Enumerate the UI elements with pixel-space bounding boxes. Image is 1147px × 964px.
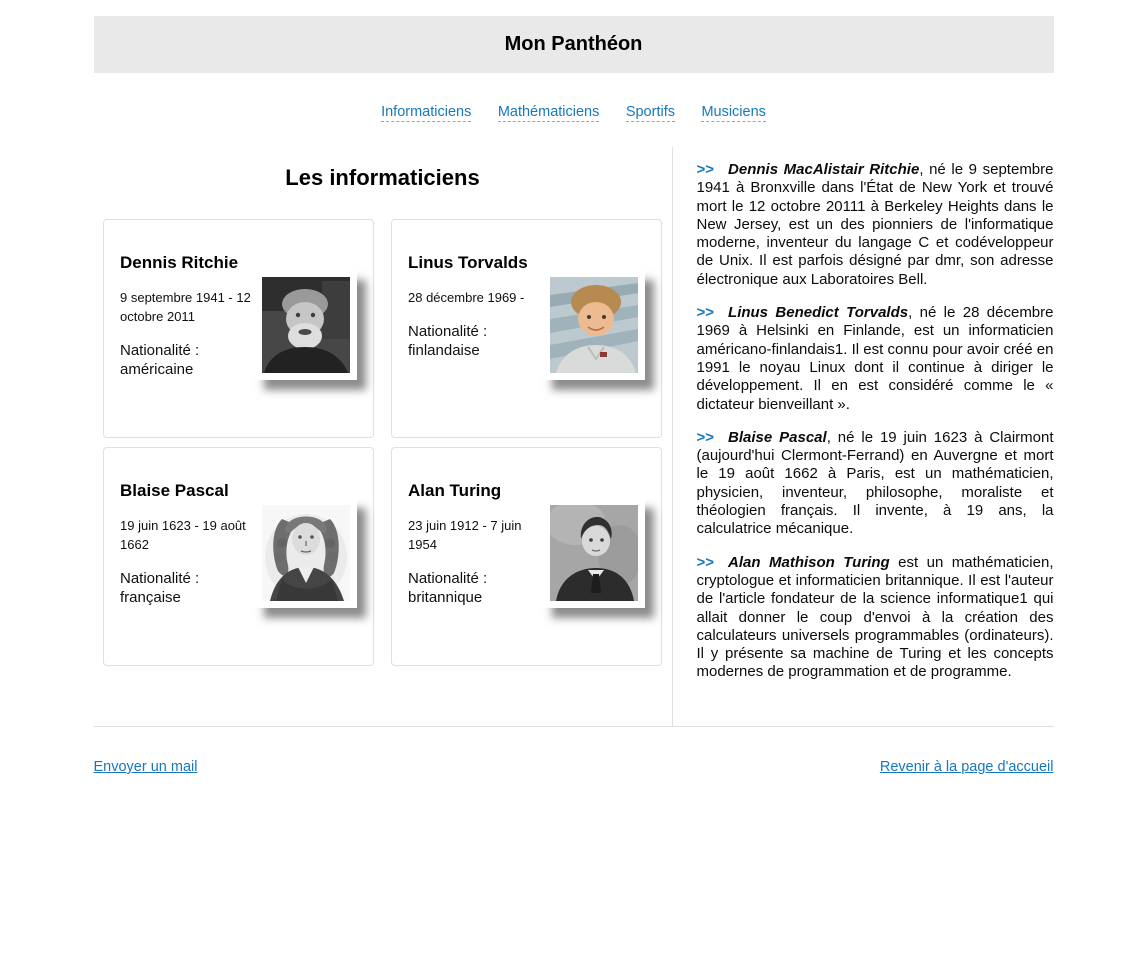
bio-person-name: Dennis MacAlistair Ritchie — [728, 161, 920, 178]
bio-paragraph-linus-torvalds — [697, 304, 1054, 414]
person-card-blaise-pascal — [103, 447, 374, 666]
person-nationality: Nationalité : finlandaise — [408, 322, 488, 360]
person-name: Alan Turing — [408, 481, 502, 500]
person-card-linus-torvalds — [391, 219, 662, 438]
section-heading: Les informaticiens — [285, 165, 480, 190]
nav-link-informaticiens[interactable]: Informaticiens — [381, 104, 472, 120]
cards-grid — [94, 219, 672, 666]
blaise-pascal-portrait — [255, 498, 357, 608]
category-nav — [94, 103, 1054, 121]
bio-text: , né le 28 décembre 1969 à Helsinki en Finlande, est un informaticien américano-finlandais1. Il est connu pour avoir créé en 1991 le noyau Linux dont il continue à diriger le développement. Il en est considéré comme le « dictateur bienveillant ». — [696, 304, 1054, 413]
bio-paragraph-alan-turing — [697, 554, 1054, 682]
person-dates: 9 septembre 1941 - 12 octobre 2011 — [120, 290, 251, 324]
card-text — [120, 236, 252, 421]
site-title: Mon Panthéon — [504, 33, 643, 55]
person-name: Blaise Pascal — [120, 481, 229, 500]
send-mail-link[interactable]: Envoyer un mail — [93, 759, 198, 775]
bio-person-name: Alan Mathison Turing — [728, 553, 890, 571]
person-nationality: Nationalité : française — [120, 569, 200, 607]
back-home-link[interactable]: Revenir à la page d'accueil — [879, 759, 1054, 775]
nav-link-musiciens[interactable]: Musiciens — [701, 104, 766, 120]
person-name: Dennis Ritchie — [120, 253, 239, 272]
bio-text: est un mathématicien, cryptologue et informaticien britannique. Il est l'auteur de l'article fondateur de la science informatique1 qui allait donner le coup d'envoi à la création des calculateurs universels programmables (ordinateurs). Il y présente sa machine de Turing et les concepts modernes de programmation et de programme. — [696, 553, 1054, 681]
bio-person-name: Linus Benedict Torvalds — [728, 304, 909, 322]
content-section — [94, 147, 1054, 727]
bio-paragraph-blaise-pascal — [697, 429, 1054, 539]
dennis-ritchie-portrait — [255, 270, 357, 380]
main-container — [94, 16, 1054, 945]
bio-person-name: Blaise Pascal — [728, 428, 827, 446]
bios-column — [672, 147, 1054, 726]
person-nationality: Nationalité : américaine — [120, 341, 200, 379]
page-footer — [94, 759, 1054, 945]
chevrons-icon: >> — [696, 553, 715, 571]
card-text — [408, 236, 540, 421]
card-inner — [408, 236, 645, 421]
chevrons-icon: >> — [696, 428, 715, 446]
card-inner — [408, 464, 645, 649]
card-inner — [120, 464, 357, 649]
cards-column — [94, 147, 672, 726]
nav-link-mathematiciens[interactable]: Mathématiciens — [497, 104, 600, 120]
card-text — [408, 464, 540, 649]
bio-text: , né le 9 septembre 1941 à Bronxville dans l'État de New York et trouvé mort le 12 octobre 20111 à Berkeley Heights dans le New Jersey, est un des pionniers de l'informatique moderne, inventeur du langage C et codéveloppeur de Unix. Il est parfois désigné par dmr, son adresse électronique aux Laboratoires Bell. — [696, 161, 1054, 288]
person-name: Linus Torvalds — [408, 253, 528, 272]
card-inner — [120, 236, 357, 421]
person-card-alan-turing — [391, 447, 662, 666]
bio-paragraph-dennis-ritchie — [697, 161, 1054, 289]
person-card-dennis-ritchie — [103, 219, 374, 438]
person-dates: 23 juin 1912 - 7 juin 1954 — [408, 518, 522, 552]
person-dates: 19 juin 1623 - 19 août 1662 — [120, 518, 246, 552]
bio-text: , né le 19 juin 1623 à Clairmont (aujourd'hui Clermont-Ferrand) en Auvergne et mort le 19 août 1662 à Paris, est un mathématicien, physicien, inventeur, philosophe, moraliste et théologien français. Il invente, à 19 ans, la calculatrice mécanique. — [696, 428, 1054, 538]
person-dates: 28 décembre 1969 - — [408, 290, 525, 306]
person-nationality: Nationalité : britannique — [408, 569, 488, 607]
alan-turing-portrait — [543, 498, 645, 608]
site-header — [94, 16, 1054, 73]
chevrons-icon: >> — [696, 161, 715, 178]
linus-torvalds-portrait — [543, 270, 645, 380]
card-text — [120, 464, 252, 649]
nav-link-sportifs[interactable]: Sportifs — [625, 104, 675, 120]
chevrons-icon: >> — [696, 304, 715, 322]
